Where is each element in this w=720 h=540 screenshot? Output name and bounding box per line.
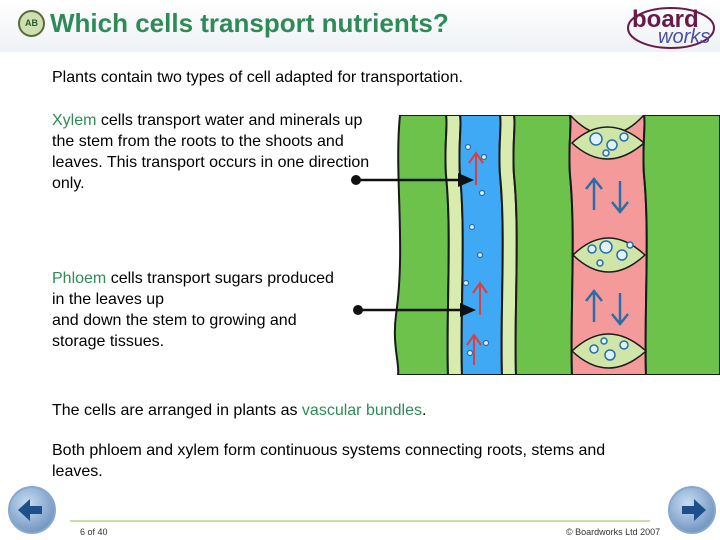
phloem-description-4: storage tissues. xyxy=(52,333,165,350)
xylem-term: Xylem xyxy=(52,112,97,129)
xylem-paragraph xyxy=(52,110,382,194)
page-number: 6 of 40 xyxy=(80,527,108,537)
phloem-term: Phloem xyxy=(52,270,107,287)
xylem-pointer-arrow xyxy=(350,170,480,190)
footer-divider xyxy=(70,520,650,522)
ab-logo-icon: AB xyxy=(18,10,45,37)
brand-bottom: works xyxy=(658,26,711,48)
page-title: Which cells transport nutrients? xyxy=(50,8,449,38)
continuous-paragraph: Both phloem and xylem form continuous systems connecting roots, stems and leaves. xyxy=(52,442,606,480)
phloem-description-1: cells transport sugars produced xyxy=(106,270,334,287)
arranged-before: The cells are arranged in plants as xyxy=(52,402,302,419)
phloem-description-3: and down the stem to growing and xyxy=(52,312,297,329)
next-arrow-icon xyxy=(670,488,714,532)
intro-text: Plants contain two types of cell adapted for transportation. xyxy=(52,69,463,86)
previous-arrow-icon xyxy=(10,488,54,532)
phloem-paragraph xyxy=(52,268,382,352)
vascular-bundle-diagram xyxy=(376,115,720,375)
next-button[interactable] xyxy=(668,486,716,534)
previous-button[interactable] xyxy=(8,486,56,534)
copyright: © Boardworks Ltd 2007 xyxy=(566,527,661,537)
brand-top: board xyxy=(632,6,699,33)
xylem-description: cells transport water and minerals up the stem from the roots to the shoots and leaves. This transport occurs in one direction only. xyxy=(52,112,370,192)
phloem-description-2: in the leaves up xyxy=(52,291,165,308)
arranged-after: . xyxy=(422,402,427,419)
phloem-pointer-arrow xyxy=(352,300,482,320)
header-bar xyxy=(0,0,720,52)
arranged-paragraph xyxy=(52,400,426,421)
vascular-bundles-term: vascular bundles xyxy=(301,402,422,419)
